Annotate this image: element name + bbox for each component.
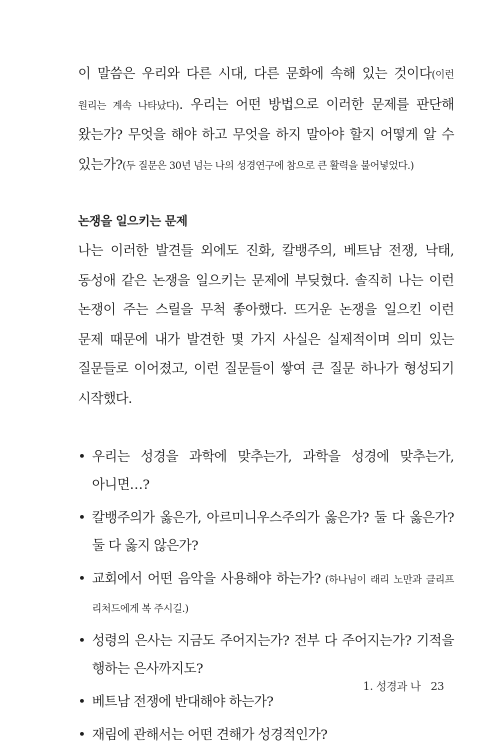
bullet-icon: •	[78, 634, 86, 649]
question-text: 재림에 관해서는 어떤 견해가 성경적인가?	[92, 728, 328, 743]
bullet-icon: •	[78, 511, 86, 526]
bullet-icon: •	[78, 572, 86, 587]
page-number: 23	[430, 680, 444, 693]
section-paragraph: 나는 이러한 발견들 외에도 진화, 칼뱅주의, 베트남 전쟁, 낙태, 동성애 같은 논쟁을 일으키는 문제에 부딪혔다. 솔직히 나는 이런 논쟁이 주는 스릴을 무척 좋아했다. 뜨거운 논쟁을 일으킨 이런 문제 때문에 내가 발견한 몇 가지 사실은 실제적이며 의미 있는 질문들로 이어졌고, 이런 질문들이 쌓여 큰 질문 하나가 형성되기 시작했다.	[78, 244, 454, 407]
question-list	[78, 444, 454, 751]
question-text: 성령의 은사는 지금도 주어지는가? 전부 다 주어지는가? 기적을 행하는 은사까지도?	[92, 634, 454, 677]
question-text: 베트남 전쟁에 반대해야 하는가?	[92, 695, 274, 710]
bullet-icon: •	[78, 728, 86, 743]
intro-text-2: . 우리는 어떤 방법으로 이러한 문제를 판단해 왔는가? 무엇을 해야 하고 무엇을 하지 말아야 할지 어떻게 알 수 있는가?	[78, 97, 454, 173]
page-body	[78, 60, 454, 755]
intro-note-1: (이런 원리는 계속 나타났다)	[78, 70, 454, 112]
question-text: 교회에서 어떤 음악을 사용해야 하는가?	[92, 572, 321, 587]
section-heading: 논쟁을 일으키는 문제	[78, 214, 188, 228]
bullet-icon: •	[78, 450, 86, 465]
question-text: 우리는 성경을 과학에 맞추는가, 과학을 성경에 맞추는가, 아니면…?	[92, 450, 454, 493]
page-footer	[363, 678, 444, 694]
list-item	[78, 505, 454, 562]
intro-paragraph	[78, 60, 454, 181]
list-item	[78, 444, 454, 501]
list-item	[78, 628, 454, 685]
list-item	[78, 566, 454, 624]
question-note: (하나님이 래리 노만과 클리프 리처드에게 복 주시길.)	[92, 575, 454, 615]
intro-note-2: (두 질문은 30년 넘는 나의 성경연구에 참으로 큰 활력을 불어넣었다.)	[122, 160, 414, 172]
intro-text: 이 말씀은 우리와 다른 시대, 다른 문화에 속해 있는 것이다	[78, 67, 432, 82]
chapter-title: 1. 성경과 나	[363, 680, 421, 693]
question-text: 칼뱅주의가 옳은가, 아르미니우스주의가 옳은가? 둘 다 옳은가? 둘 다 옳지 않은가?	[92, 511, 454, 554]
bullet-icon: •	[78, 695, 86, 710]
list-item	[78, 722, 454, 751]
